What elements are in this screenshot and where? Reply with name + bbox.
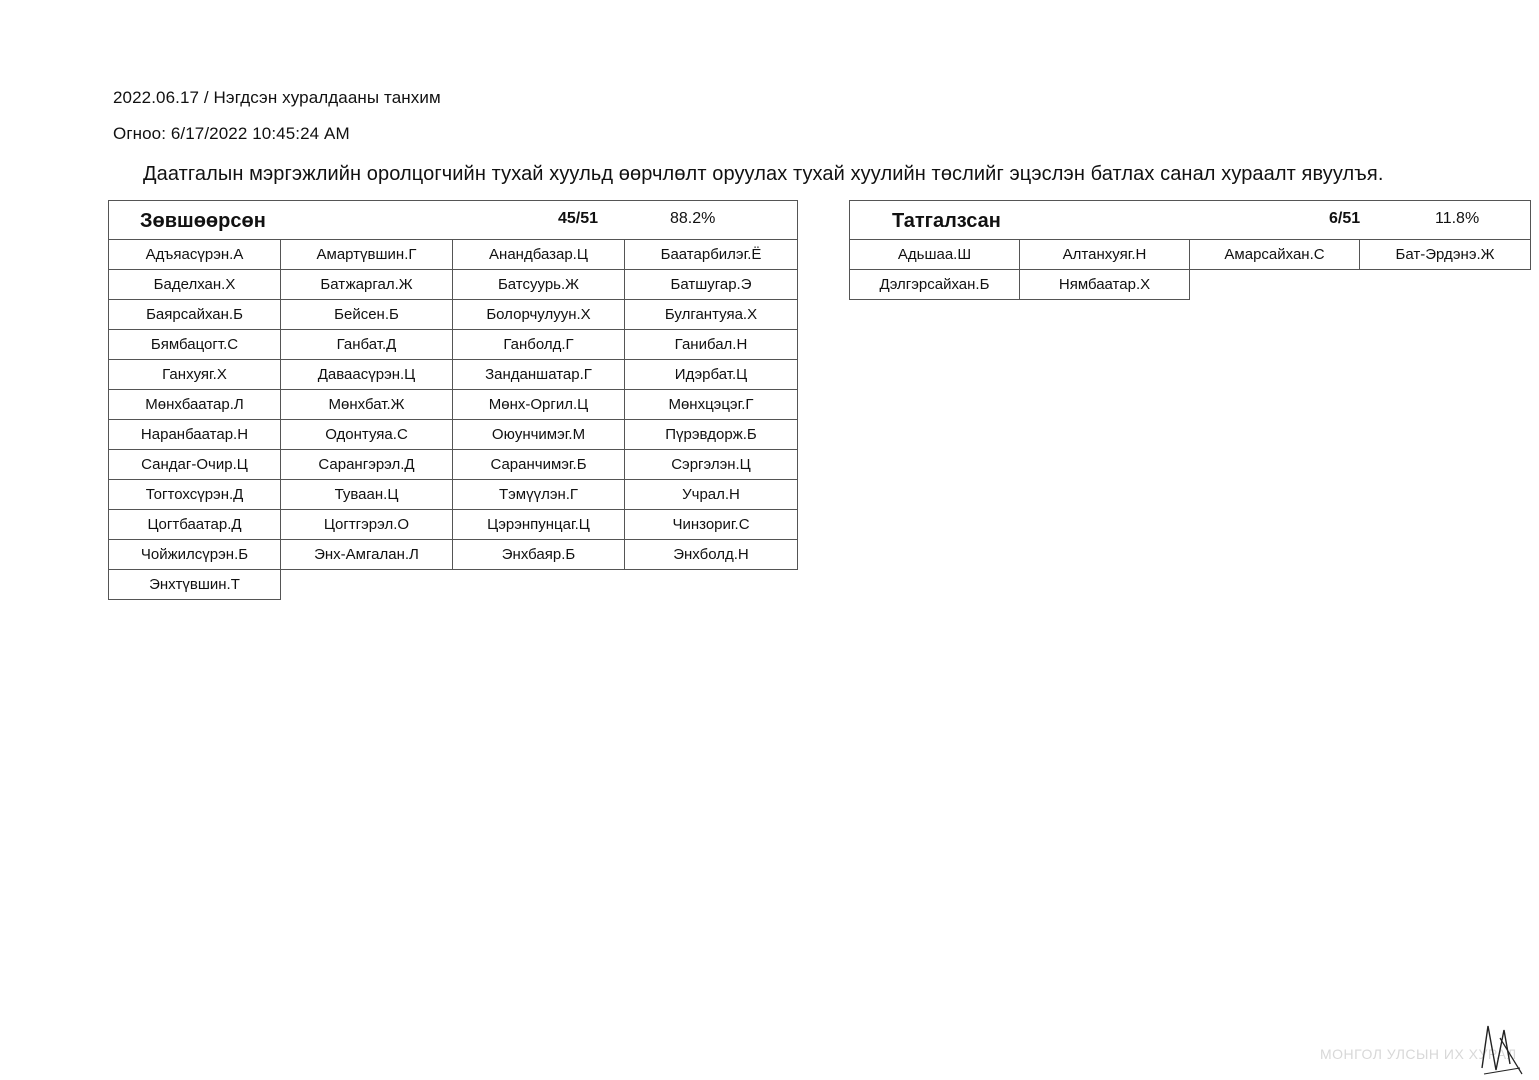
member-name: Энхбаяр.Б (453, 540, 625, 570)
rejected-names (850, 240, 1531, 300)
member-name: Наранбаатар.Н (109, 420, 281, 450)
member-name: Батсуурь.Ж (453, 270, 625, 300)
member-name: Саранчимэг.Б (453, 450, 625, 480)
member-name: Ганхуяг.Х (109, 360, 281, 390)
member-name: Пүрэвдорж.Б (625, 420, 798, 450)
member-name: Даваасүрэн.Ц (281, 360, 453, 390)
member-name: Туваан.Ц (281, 480, 453, 510)
rejected-title: Татгалзсан (892, 210, 1001, 232)
member-name: Батшугар.Э (625, 270, 798, 300)
table-row (109, 480, 798, 510)
member-name: Цэрэнпунцаг.Ц (453, 510, 625, 540)
member-name: Булгантуяа.Х (625, 300, 798, 330)
approved-header-row (109, 201, 798, 240)
member-name: Занданшатар.Г (453, 360, 625, 390)
member-name: Мөнхцэцэг.Г (625, 390, 798, 420)
empty-cell (453, 570, 625, 600)
member-name: Тэмүүлэн.Г (453, 480, 625, 510)
rejected-count: 6/51 (1329, 210, 1361, 227)
table-row (109, 300, 798, 330)
rejected-table (849, 200, 1531, 300)
member-name: Сандаг-Очир.Ц (109, 450, 281, 480)
member-name: Алтанхуяг.Н (1020, 240, 1190, 270)
empty-cell (625, 570, 798, 600)
approved-count: 45/51 (558, 210, 599, 227)
member-name: Болорчулуун.Х (453, 300, 625, 330)
member-name: Ганболд.Г (453, 330, 625, 360)
member-name: Бат-Эрдэнэ.Ж (1360, 240, 1531, 270)
member-name: Бейсен.Б (281, 300, 453, 330)
member-name: Бямбацогт.С (109, 330, 281, 360)
table-row (109, 510, 798, 540)
member-name: Анандбазар.Ц (453, 240, 625, 270)
member-name: Амартүвшин.Г (281, 240, 453, 270)
table-row (109, 240, 798, 270)
member-name: Идэрбат.Ц (625, 360, 798, 390)
table-row (850, 240, 1531, 270)
member-name: Чинзориг.С (625, 510, 798, 540)
rejected-header (850, 201, 1531, 240)
member-name: Сэргэлэн.Ц (625, 450, 798, 480)
member-name: Ганбат.Д (281, 330, 453, 360)
motion-text: Даатгалын мэргэжлийн оролцогчийн тухай хуульд өөрчлөлт оруулах тухай хуулийн төслийг эцэслэн батлах санал хураалт явуулъя. (143, 163, 1384, 185)
member-name: Амарсайхан.С (1190, 240, 1360, 270)
approved-title: Зөвшөөрсөн (140, 210, 266, 232)
member-name: Одонтуяа.С (281, 420, 453, 450)
member-name: Тогтохсүрэн.Д (109, 480, 281, 510)
table-row (109, 420, 798, 450)
member-name: Мөнхбаатар.Л (109, 390, 281, 420)
approved-table (108, 200, 798, 600)
member-name: Адъяасүрэн.А (109, 240, 281, 270)
table-row (109, 450, 798, 480)
member-name: Цогтгэрэл.О (281, 510, 453, 540)
member-name: Мөнхбат.Ж (281, 390, 453, 420)
empty-cell (281, 570, 453, 600)
table-row (109, 330, 798, 360)
table-row (109, 570, 798, 600)
approved-header (109, 201, 798, 240)
member-name: Мөнх-Оргил.Ц (453, 390, 625, 420)
table-row (109, 270, 798, 300)
member-name: Баделхан.Х (109, 270, 281, 300)
empty-cell (1190, 270, 1360, 300)
member-name: Батжаргал.Ж (281, 270, 453, 300)
member-name: Чойжилсүрэн.Б (109, 540, 281, 570)
member-name: Баярсайхан.Б (109, 300, 281, 330)
member-name: Цогтбаатар.Д (109, 510, 281, 540)
signature-mark (1476, 1018, 1526, 1078)
member-name: Баатарбилэг.Ё (625, 240, 798, 270)
member-name: Адьшаа.Ш (850, 240, 1020, 270)
parliament-stamp: МОНГОЛ УЛСЫН ИХ ХУРАЛ (1320, 1046, 1517, 1062)
table-row (850, 270, 1531, 300)
session-info: 2022.06.17 / Нэгдсэн хуралдааны танхим (113, 88, 441, 107)
approved-names (109, 240, 798, 600)
member-name: Энхболд.Н (625, 540, 798, 570)
member-name: Нямбаатар.Х (1020, 270, 1190, 300)
member-name: Энхтүвшин.Т (109, 570, 281, 600)
approved-percent: 88.2% (670, 210, 716, 227)
member-name: Ганибал.Н (625, 330, 798, 360)
member-name: Учрал.Н (625, 480, 798, 510)
table-row (109, 390, 798, 420)
member-name: Оюунчимэг.М (453, 420, 625, 450)
table-row (109, 540, 798, 570)
rejected-percent: 11.8% (1435, 210, 1480, 227)
rejected-header-row (850, 201, 1531, 240)
empty-cell (1360, 270, 1531, 300)
member-name: Дэлгэрсайхан.Б (850, 270, 1020, 300)
member-name: Энх-Амгалан.Л (281, 540, 453, 570)
member-name: Сарангэрэл.Д (281, 450, 453, 480)
table-row (109, 360, 798, 390)
vote-date: Огноо: 6/17/2022 10:45:24 AM (113, 124, 350, 143)
